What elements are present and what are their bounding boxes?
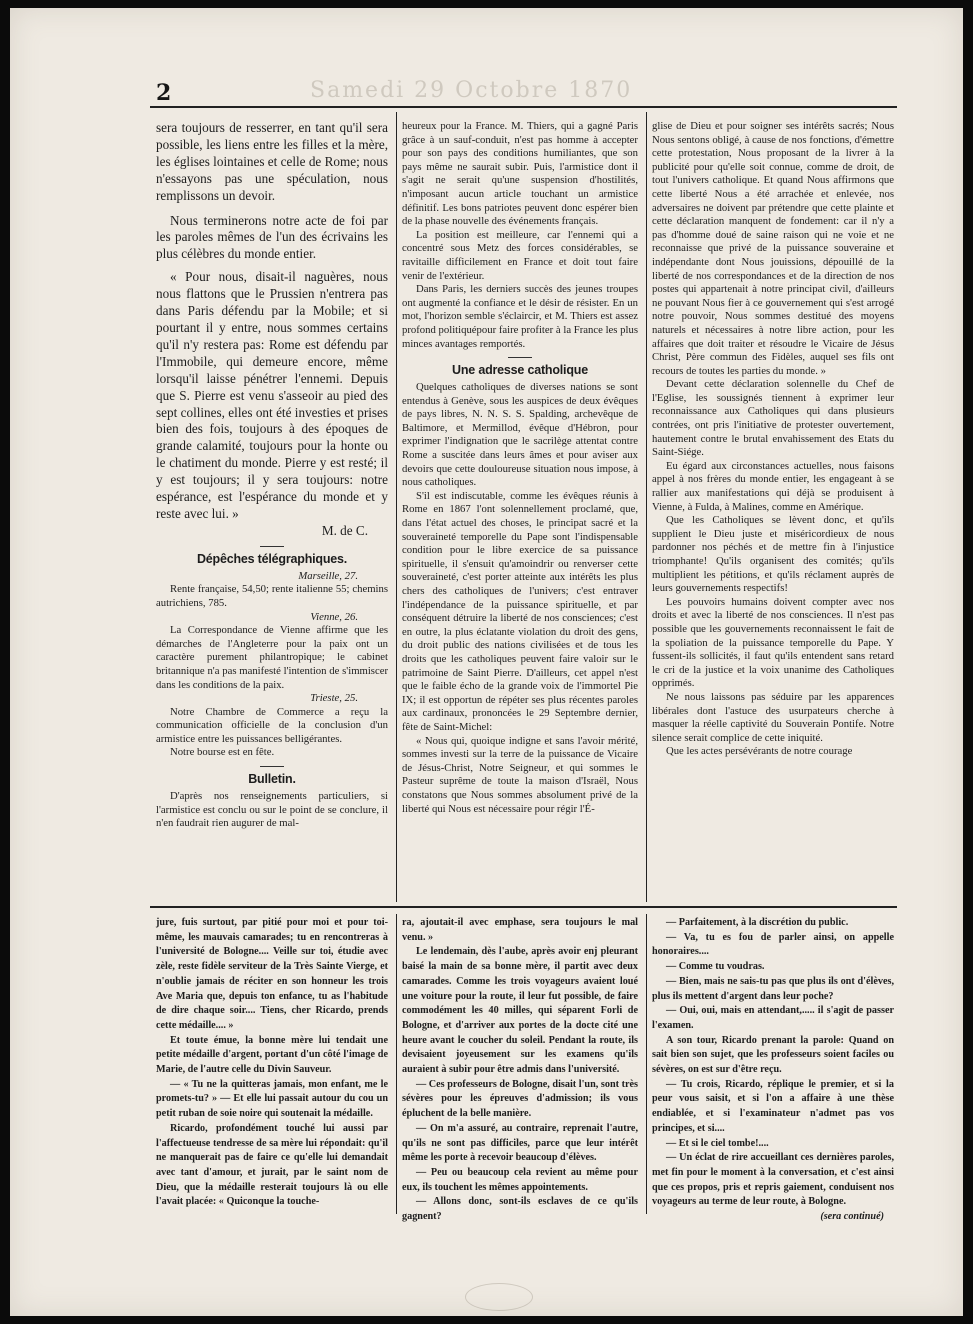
col2-paragraph: Quelques catholiques de diverses nations se sont entendus à Genève, sous les auspices de deux évêques de pays libres, N. N. S. S. Spalding, archevêque de Baltimore, et Mermillod, évêque d'Hébron, pour exprimer l'indignation que le sacrilège attentat contre Rome a suscitée dans leurs âmes et pour aviser aux devoirs que cette douloureuse situation nous impose, à nous catholiques. bbox=[402, 381, 638, 489]
library-stamp bbox=[465, 1283, 533, 1311]
dateline: Vienne, 26. bbox=[310, 610, 358, 623]
feuilleton-paragraph: jure, fuis surtout, par pitié pour moi et pour toi-même, les mauvais camarades; tu en rencontreras à l'université de Bologne.... Veille sur toi, étudie avec zèle, reste fidèle serviteur de la Très Sainte Vierge, et n'oublie jamais de réciter en son honneur les trois Ave Maria que, depuis ton enfance, tu as l'habitude de dire chaque soir.... Tiens, cher Ricardo, prends cette médaille.... » bbox=[156, 917, 388, 1031]
feuilleton-paragraph: — Ces professeurs de Bologne, disait l'un, sont très sévères pour les épreuves d'admission; ils vous épluchent de la belle manière. bbox=[402, 1078, 638, 1120]
dispatch-text: Rente française, 54,50; rente italienne 55; chemins autrichiens, 785. bbox=[156, 583, 388, 609]
column-3 bbox=[652, 120, 894, 900]
feuilleton-paragraph: — On m'a assuré, au contraire, reprenait l'autre, qu'ils ne sont pas difficiles, parce que leur intérêt même les porte à recevoir beaucoup d'élèves. bbox=[402, 1122, 638, 1164]
column-1 bbox=[156, 120, 388, 900]
newspaper-page bbox=[10, 8, 963, 1316]
col2-quote: « Nous qui, quoique indigne et sans l'avoir mérité, sommes investi sur la terre de la puissance de Vicaire de Jésus-Christ, Notre Seigneur, et qui sommes le Pasteur suprême de toute la maison d'Israël, Nous constatons que Nous sommes absolument privé de la liberté qui Nous est nécessaire pour régir l'É- bbox=[402, 734, 638, 815]
heading-depeches: Dépêches télégraphiques. bbox=[196, 551, 348, 566]
column-rule-1 bbox=[396, 112, 397, 902]
to-be-continued: (sera continué) bbox=[820, 1211, 884, 1223]
feuilleton-paragraph: — Oui, oui, mais en attendant,..... il s'agit de passer l'examen. bbox=[652, 1005, 894, 1031]
feuilleton-paragraph: — « Tu ne la quitteras jamais, mon enfant, me le promets-tu? » — Et elle lui passait autour du cou un petit ruban de soie noire qui soutenait la médaille. bbox=[156, 1078, 388, 1120]
dispatch-text: La Correspondance de Vienne affirme que les démarches de l'Angleterre pour la paix ont un caractère purement philantropique; le cabinet britannique n'a pas manifesté l'intention de s'immiscer dans les conditions de la paix. bbox=[156, 624, 388, 691]
feuilleton-paragraph: — Va, tu es fou de parler ainsi, on appelle honoraires.... bbox=[652, 931, 894, 958]
masthead-bleed-through: Samedi 29 Octobre 1870 bbox=[310, 78, 633, 103]
col2-paragraph: Dans Paris, les derniers succès des jeunes troupes ont augmenté la confiance et le désir de résister. En un mot, l'horizon semble s'éclaircir, et M. Thiers est assez profond politiquépour faire profiter à la France les plus minces avantages remportés. bbox=[402, 283, 638, 350]
feuilleton-column-2 bbox=[402, 916, 638, 1223]
dispatch-text: Notre Chambre de Commerce a reçu la communication officielle de la conclusion d'un armistice entre les puissances belligérantes. bbox=[156, 705, 388, 745]
dispatch-text: Notre bourse est en fête. bbox=[170, 746, 275, 759]
column-2 bbox=[402, 120, 638, 900]
feuilleton-rule bbox=[150, 906, 897, 908]
column-rule-2 bbox=[646, 112, 647, 902]
bulletin-text: D'après nos renseignements particuliers, si l'armistice est conclu ou sur le point de se conclure, il n'en faudrait rien augurer de mal- bbox=[156, 790, 388, 830]
col2-paragraph: S'il est indiscutable, comme les évêques réunis à Rome en 1867 l'ont solennellement proclamé, que, dans l'état actuel des choses, le principat sacré et la souveraineté temporelle du Pape sont l'indispensable condition pour le libre exercice de sa puissance spirituelle, il s'ensuit qu'amoindrir ou renverser cette souveraineté, c'est porter atteinte aux intérêts les plus chers des catholiques de l'univers; c'est entraver l'indépendance de la puissance spirituelle, et par conséquent détruire la liberté de nos consciences; c'est en outre, la plus éclatante violation du droit des gens, du droit public des nations civilisées et de tous les droits que les catholiques peuvent faire valoir sur le patrimoine de Saint Pierre. D'ailleurs, cet appel n'est que le faible écho de la grande voix de l'immortel Pie IX; il est opportun de répéter ses plus récentes paroles aux cardinaux, prononcées le 29 Septembre dernier, fête de Saint-Michel: bbox=[402, 489, 638, 733]
separator bbox=[508, 357, 532, 358]
feuilleton-paragraph: — Et si le ciel tombe!.... bbox=[666, 1137, 769, 1149]
feuilleton-paragraph: — Bien, mais ne sais-tu pas que plus ils ont d'élèves, plus ils mettent d'argent dans leur poche? bbox=[652, 975, 894, 1002]
feuilleton-paragraph: — Un éclat de rire accueillant ces dernières paroles, met fin pour le moment à la conversation, et c'est ainsi que ces propos, pris et repris gaiement, conduisent nos voyageurs au terme de leur route, à Bologne. bbox=[652, 1152, 894, 1208]
feuilleton-paragraph: Et toute émue, la bonne mère lui tendait une petite médaille d'argent, portant d'un côté l'image de Marie, de l'autre celle du Divin Sauveur. bbox=[156, 1034, 388, 1076]
col3-paragraph: Devant cette déclaration solennelle du Chef de l'Eglise, les soussignés tiennent à exprimer leur reconnaissance aux Catholiques qui dans plusieurs contrées, ont pris l'initiative de protester ouvertement, hautement contre le brutal envahissement des Etats du Saint-Siége. bbox=[652, 378, 894, 459]
signature: M. de C. bbox=[321, 522, 368, 538]
feuilleton-rule-2 bbox=[646, 914, 647, 1214]
col3-paragraph: Ne nous laissons pas séduire par les apparences libérales dont l'astuce des usurpateurs cherche à masquer la réelle captivité du Souverain Pontife. Notre silence serait complice de cette iniquité. bbox=[652, 690, 894, 744]
feuilleton-paragraph: — Tu crois, Ricardo, réplique le premier, et si la peur vous saisit, et si l'on a affaire à une thèse endiablée, et si l'examinateur n'admet pas vos principes, et si.... bbox=[652, 1078, 894, 1134]
header-rule bbox=[150, 106, 897, 108]
page-number: 2 bbox=[156, 80, 172, 106]
dateline: Trieste, 25. bbox=[310, 692, 358, 705]
col3-paragraph: Les pouvoirs humains doivent compter avec nos droits et avec la liberté de nos consciences. Il n'est pas possible que les gouvernements reconnaissent le fait de la spoliation de la puissance temporelle du Pape. Y fussent-ils sollicités, il faut qu'ils entendent sans retard le cri de la justice et la voix unanime des Catholiques opprimés. bbox=[652, 595, 894, 690]
col3-paragraph: Eu égard aux circonstances actuelles, nous faisons appel à nos frères du monde entier, les engageant à se rallier aux manifestations qui déjà se produisent à Vienne, à Fulda, à Malines, comme en Amérique. bbox=[652, 459, 894, 513]
col3-paragraph: Que les Catholiques se lèvent donc, et qu'ils supplient le Dieu juste et miséricordieux de nous pardonner nos péchés et de mettre fin à l'injustice triomphante! Qu'ils organisent des comités; qu'ils multiplient les pétitions, et qu'ils réclament auprès de leurs gouvernements respectifs! bbox=[652, 514, 894, 595]
col1-paragraph: sera toujours de resserrer, en tant qu'il sera possible, les liens entre les filles et la mère, les églises lointaines et celle de Rome; nous n'essayons pas une spéculation, nous remplissons un devoir. bbox=[156, 120, 388, 203]
feuilleton-paragraph: — Peu ou beaucoup cela revient au même pour eux, ils touchent les mêmes appointements. bbox=[402, 1166, 638, 1193]
feuilleton-paragraph: A son tour, Ricardo prenant la parole: Quand on sait bien son sujet, que les professeurs soient faciles ou sévères, on est sur d'être reçu. bbox=[652, 1034, 894, 1076]
heading-adresse: Une adresse catholique bbox=[452, 363, 588, 378]
feuilleton-column-1 bbox=[156, 916, 388, 1216]
col1-quote: « Pour nous, disait-il naguères, nous nous flattons que le Prussien n'entrera pas dans Paris défendu par la Mobile; et si pourtant il y entre, nous sommes certains qu'il n'y restera pas: Rome est défendu par l'Immobile, qui demeure encore, même lorsqu'il laisse pénétrer l'ennemi. Depuis que S. Pierre est venu s'asseoir au pied des sept collines, elles ont été investies et prises bien des fois, toujours à des époques de grande calamité, toujours pour la honte ou le chatiment du monde. Pierre y est resté; il y est toujours; il y sera toujours: notre espérance, est l'espérance du monde et y reste avec lui. » bbox=[156, 269, 388, 521]
separator bbox=[260, 766, 284, 767]
feuilleton-paragraph: Le lendemain, dès l'aube, après avoir enj pleurant baisé la main de sa bonne mère, il partit avec deux camarades. Comme les trois voyageurs avaient loué une voiture pour la route, il leur fut possible, de faire commodément les 40 milles, qui séparent Forli de Bologne, et d'arriver aux portes de la docte cité une heure avant le coucher du soleil. Pendant la route, ils devisaient joyeusement sur les examens qu'ils auraient à subir pour être admis dans l'université. bbox=[402, 946, 638, 1076]
col2-paragraph: heureux pour la France. M. Thiers, qui a gagné Paris grâce à un sauf-conduit, n'est pas homme à accepter pour son pays des conditions humiliantes, que son pays même ne saurait subir. Puis, l'armistice dont il s'agit ne serait qu'une suspension d'hostilités, n'imposant aucun article touchant un armistice définitif. Les bons patriotes peuvent donc espérer bien de la phase nouvelle des événements français. bbox=[402, 120, 638, 228]
feuilleton-paragraph: — Allons donc, sont-ils esclaves de ce qu'ils gagnent? bbox=[402, 1196, 638, 1223]
separator bbox=[260, 546, 284, 547]
col1-paragraph: Nous terminerons notre acte de foi par les paroles mêmes de l'un des écrivains les plus célèbres du monde entier. bbox=[156, 212, 388, 262]
feuilleton-paragraph: Ricardo, profondément touché lui aussi par l'affectueuse tendresse de sa mère lui répondait: qu'il ne manquerait pas de faire ce qu'elle lui demandait avec tant d'amour, et jurait, par le saint nom de Dieu, que la médaille resterait toujours là ou elle l'avait placée: « Quiconque la touche- bbox=[156, 1122, 388, 1208]
feuilleton-paragraph: ra, ajoutait-il avec emphase, sera toujours le mal venu. » bbox=[402, 917, 638, 943]
feuilleton-paragraph: — Parfaitement, à la discrétion du public. bbox=[666, 917, 849, 928]
feuilleton-rule-1 bbox=[396, 914, 397, 1214]
col3-paragraph: Que les actes persévérants de notre courage bbox=[666, 745, 853, 758]
feuilleton-paragraph: — Comme tu voudras. bbox=[666, 961, 765, 973]
col3-paragraph: glise de Dieu et pour soigner ses intérêts sacrés; Nous Nous sentons obligé, à cause de nos fonctions, d'émettre cette protestation, Nous proposant de la livrer à la publicité pour qu'elle soit connue, comme de droit, de tout l'univers catholique. Et quand Nous affirmons que cette liberté Nous a été arrachée et enlevée, nos adversaires ne doivent par prétendre que cette plainte et cette déclaration manquent de fondement: car il n'y a pas d'homme doué de saine raison qui ne voie et ne reconnaisse que privé de la puissance souveraine et indépendante dont Nous jouissions, dépouillé de la liberté de nos correspondances et de la direction de nos postes qui appartenait à notre principat civil, d'ailleurs ne pouvant Nous fier à ce gouvernement qui s'est arrogé notre pouvoir, Nous sommes destitué des moyens naturels et nécessaires à notre libre action, pour les affaires que doit traiter et résoudre le Vicaire de Jésus Christ, Père commun des Fidèles, auquel ses fils ont recours de toutes les parties du monde. » bbox=[652, 120, 894, 377]
feuilleton-column-3 bbox=[652, 916, 894, 1223]
col2-paragraph: La position est meilleure, car l'ennemi qui a concentré sous Metz des forces considérables, se ravitaille difficilement en France et doit tout faire venir de l'extérieur. bbox=[402, 228, 638, 282]
dateline: Marseille, 27. bbox=[298, 569, 358, 582]
heading-bulletin: Bulletin. bbox=[248, 772, 296, 787]
